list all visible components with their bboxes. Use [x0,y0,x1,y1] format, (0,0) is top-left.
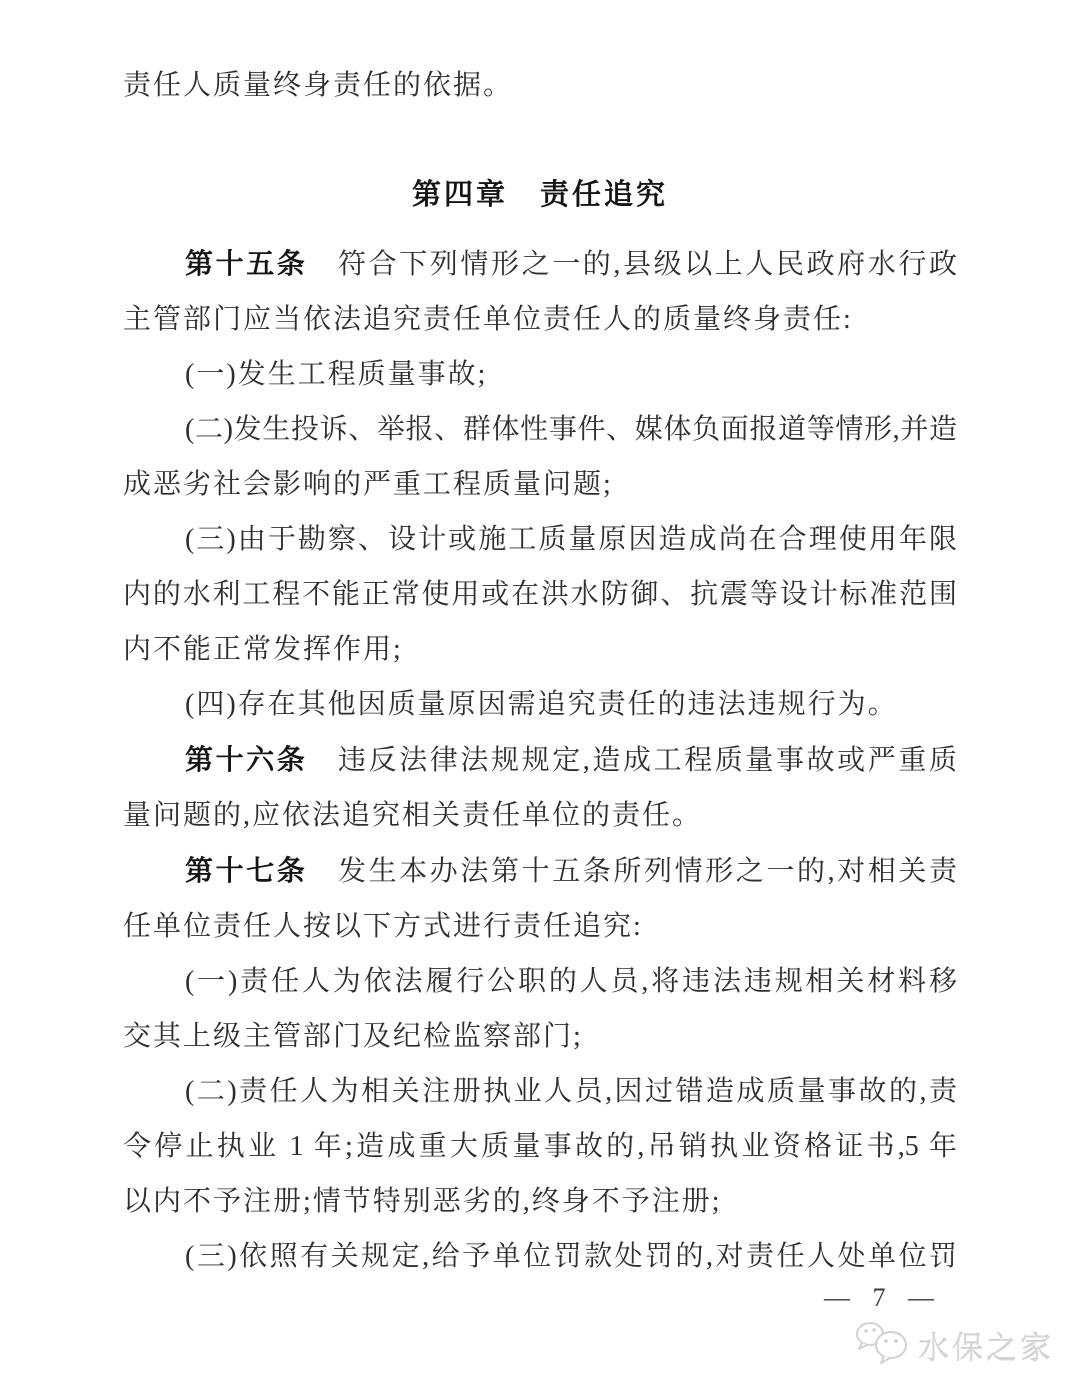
line-text: 量问题的,应依法追究相关责任单位的责任。 [123,800,703,831]
text-line [123,1174,957,1229]
text-line [123,292,957,347]
text-line [123,954,957,1009]
text-line [123,899,957,954]
text-line [123,1064,957,1119]
text-line [123,622,957,677]
line-text: 内不能正常发挥作用; [123,634,403,665]
chapter-heading: 第四章 责任追究 [411,179,668,211]
text-line [123,347,957,402]
line-text: (三)由于勘察、设计或施工质量原因造成尚在合理使用年限 [185,524,957,555]
line-text: 任单位责任人按以下方式进行责任追究: [123,911,643,942]
line-text: 主管部门应当依法追究责任单位责任人的质量终身责任: [123,304,853,335]
document-content [123,58,957,1284]
article-number-bold: 第十七条 [185,855,308,886]
line-text: (一)责任人为依法履行公职的人员,将违法违规相关材料移 [185,966,957,997]
text-line [123,512,957,567]
document-body [123,236,957,1284]
line-text: 符合下列情形之一的,县级以上人民政府水行政 [307,249,957,280]
text-line [123,1229,957,1284]
text-line [123,236,957,292]
line-text: (二)责任人为相关注册执业人员,因过错造成质量事故的,责 [185,1076,957,1107]
line-text: 令停止执业 1 年;造成重大质量事故的,吊销执业资格证书,5 年 [123,1131,957,1162]
line-text: (四)存在其他因质量原因需追究责任的违法违规行为。 [185,689,898,720]
line-text: 内的水利工程不能正常使用或在洪水防御、抗震等设计标准范围 [123,579,957,610]
wechat-icon [854,1318,912,1373]
watermark-label: 水保之家 [918,1331,1054,1366]
line-text: (一)发生工程质量事故; [185,359,488,390]
line-text: 以内不予注册;情节特别恶劣的,终身不予注册; [123,1186,722,1217]
article-number-bold: 第十五条 [185,248,308,279]
line-text: 违反法律法规规定,造成工程质量事故或严重质 [307,745,957,776]
text-line [123,457,957,512]
line-text: 发生本办法第十五条所列情形之一的,对相关责 [307,856,957,887]
text-line [123,402,957,457]
text-line [123,1009,957,1064]
line-text: 成恶劣社会影响的严重工程质量问题; [123,469,613,500]
text-line [123,788,957,843]
text-line [123,677,957,732]
article-number-bold: 第十六条 [185,744,308,775]
watermark [854,1318,1054,1373]
page-number: — 7 — [824,1283,942,1312]
text-line [123,1119,957,1174]
line-text: 交其上级主管部门及纪检监察部门; [123,1021,583,1052]
line-text: (三)依照有关规定,给予单位罚款处罚的,对责任人处单位罚 [185,1241,957,1272]
text-line [123,732,957,788]
text-line [123,843,957,899]
text-line [123,567,957,622]
line-text: (二)发生投诉、举报、群体性事件、媒体负面报道等情形,并造 [185,414,957,445]
intro-line: 责任人质量终身责任的依据。 [123,70,514,101]
